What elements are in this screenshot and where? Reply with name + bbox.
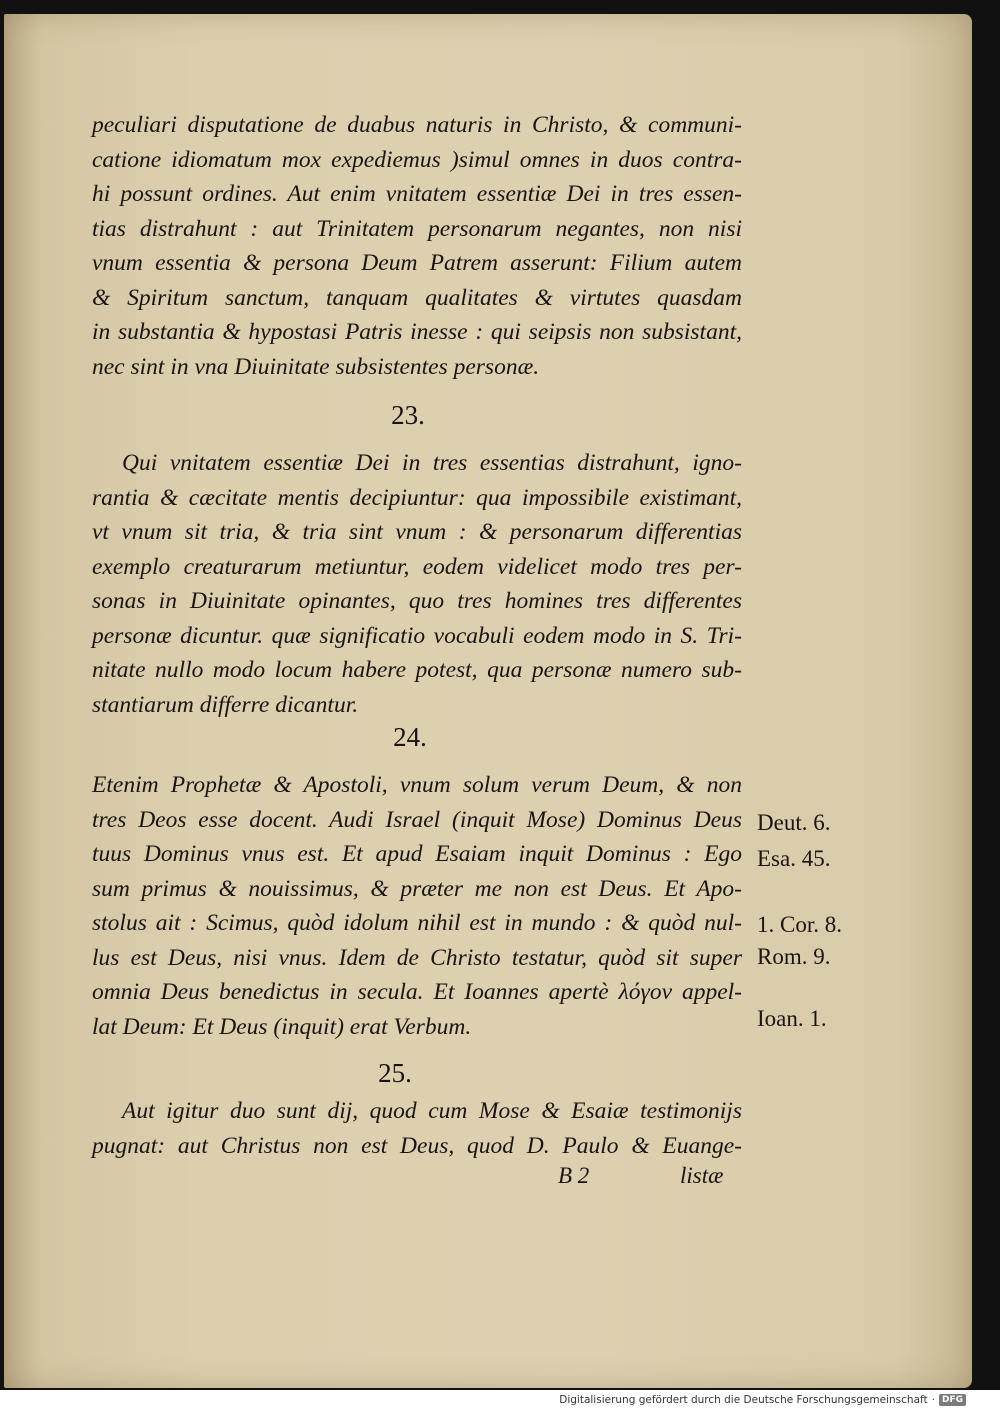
text-line: rantia & cæcitate mentis decipiuntur: qua impossibile existimant, [92,484,742,511]
text-line: exemplo creaturarum metiuntur, eodem videlicet modo tres per- [92,553,742,580]
marginal-note: 1. Cor. 8. [757,912,842,937]
text-line: & Spiritum sanctum, tanquam qualitates & virtutes quasdam [92,284,742,311]
text-line: omnia Deus benedictus in secula. Et Ioannes apertè λόγον appel- [92,979,742,1005]
text-line: pugnat: aut Christus non est Deus, quod D. Paulo & Euange- [92,1132,742,1159]
text-line: tias distrahunt : aut Trinitatem personarum negantes, non nisi [92,215,742,242]
text-line: sonas in Diuinitate opinantes, quo tres homines tres differentes [92,588,742,614]
text-line: tuus Dominus vnus est. Et apud Esaiam inquit Dominus : Ego [92,841,742,867]
text-line: nitate nullo modo locum habere potest, qua personæ numero sub- [92,657,742,683]
section-number-23: 23. [391,400,425,430]
footer-credit: Digitalisierung gefördert durch die Deutsche Forschungsgemeinschaft · DFG [559,1394,966,1406]
text-line: tres Deos esse docent. Audi Israel (inquit Mose) Dominus Deus [92,806,742,833]
text-line: peculiari disputatione de duabus naturis in Christo, & communi- [92,112,742,138]
text-line: lus est Deus, nisi vnus. Idem de Christo testatur, quòd sit super [92,944,742,971]
text-line: personæ dicuntur. quæ significatio vocabuli eodem modo in S. Tri- [92,622,742,649]
text-line: vnum essentia & persona Deum Patrem asserunt: Filium autem [92,250,742,276]
text-line: stolus ait : Scimus, quòd idolum nihil est in mundo : & quòd nul- [92,910,742,936]
text-line: stantiarum differre dicantur. [92,691,359,718]
paragraph-25 [92,1094,742,1163]
text-line: catione idiomatum mox expediemus )simul omnes in duos contra- [92,146,742,173]
text-line: Qui vnitatem essentiæ Dei in tres essentias distrahunt, igno- [122,450,742,476]
dfg-logo: DFG [939,1394,966,1406]
signature-mark: B 2 [558,1163,590,1188]
marginal-note: Ioan. 1. [757,1006,827,1031]
marginal-note: Esa. 45. [757,846,831,871]
text-line: sum primus & nouissimus, & præter me non est Deus. Et Apo- [92,875,742,902]
text-line: lat Deum: Et Deus (inquit) erat Verbum. [92,1013,472,1040]
text-line: Etenim Prophetæ & Apostoli, vnum solum verum Deum, & non [92,772,742,798]
text-line: nec sint in vna Diuinitate subsistentes personæ. [92,353,540,380]
section-number-24: 24. [393,722,427,752]
marginal-note: Rom. 9. [757,944,831,969]
text-line: in substantia & hypostasi Patris inesse : qui seipsis non subsistant, [92,319,742,345]
catchword: listæ [680,1163,724,1188]
section-number-25: 25. [378,1058,412,1088]
text-line: vt vnum sit tria, & tria sint vnum : & personarum differentias [92,519,742,545]
paragraph-1 [92,108,742,384]
footer-text: Digitalisierung gefördert durch die Deutsche Forschungsgemeinschaft [559,1394,928,1406]
text-line: Aut igitur duo sunt dij, quod cum Mose & Esaiæ testimonijs [122,1098,742,1124]
text-line: hi possunt ordines. Aut enim vnitatem essentiæ Dei in tres essen- [92,181,742,207]
paragraph-23 [92,446,742,722]
marginal-note: Deut. 6. [757,810,831,835]
paragraph-24 [92,768,742,1044]
